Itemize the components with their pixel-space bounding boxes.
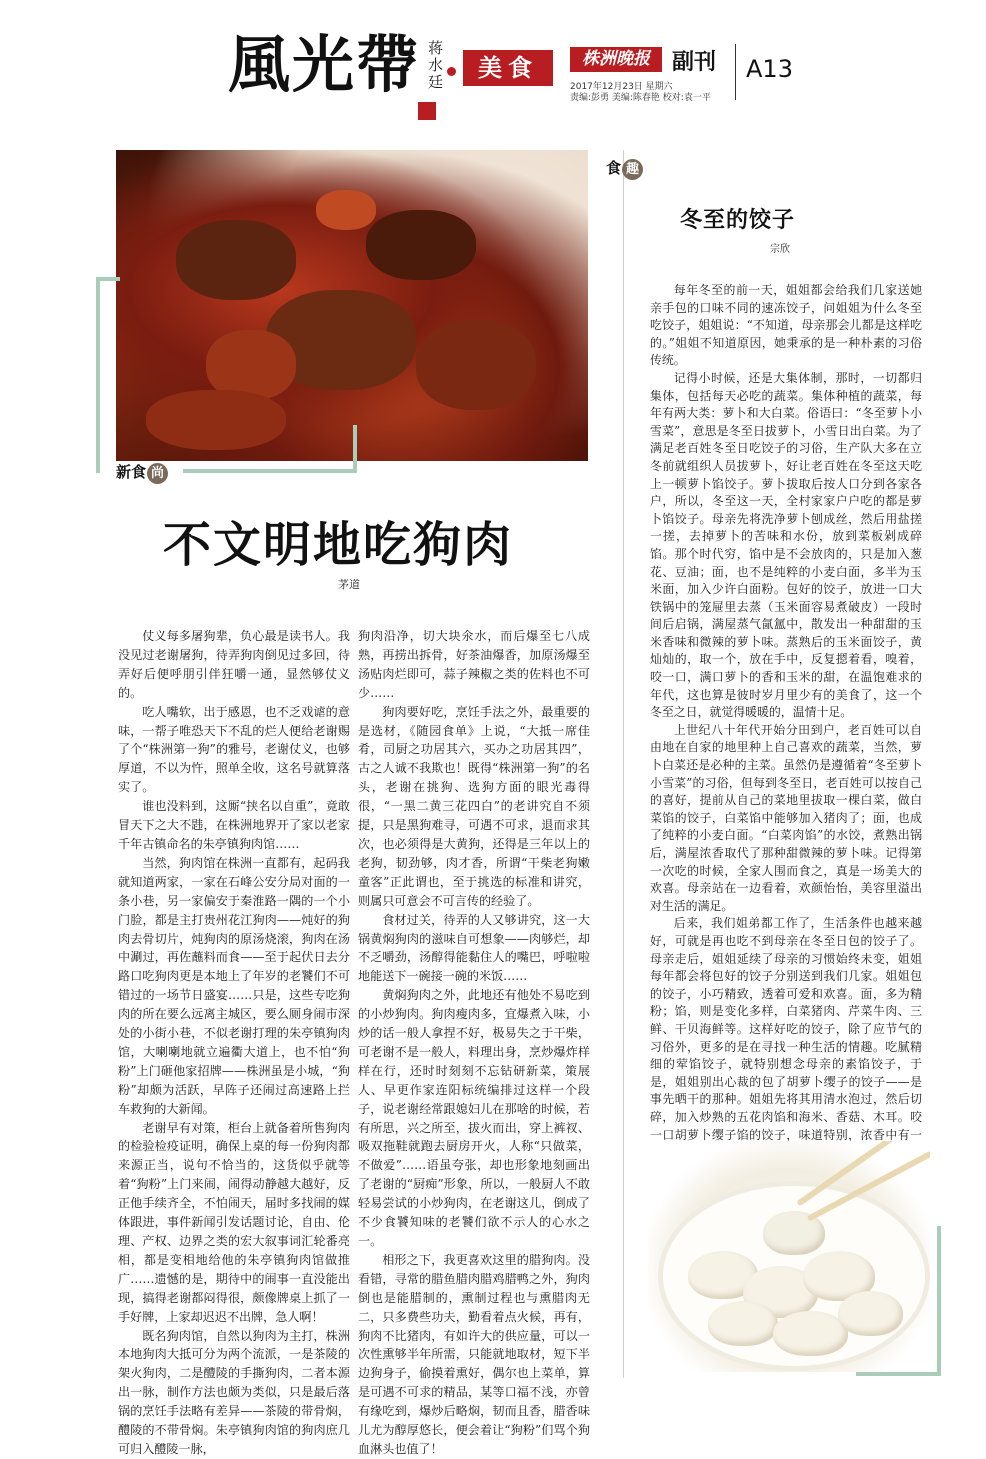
red-dot-icon [447, 67, 456, 76]
column-tag-badge: 趣 [622, 159, 643, 180]
article-column-3 [650, 282, 922, 1250]
column-tag-text: 食 [606, 159, 622, 177]
article-byline: 宗欣 [770, 244, 790, 255]
editor-credits: 责编:彭勇 美编:陈春艳 校对:袁一平 [570, 93, 711, 103]
article-column-1 [118, 627, 350, 1459]
frame-line [353, 425, 357, 473]
column-tag-shiqu [606, 157, 643, 180]
paragraph: 当然，狗肉馆在株洲一直都有，起码我就知道两家，一家在石峰公安分局对面的一条小巷，另一家偏安于秦淮路一隅的一个小门脸，都是主打贵州花江狗肉——炖好的狗肉去骨切片，炖狗肉的原汤烧滚，狗肉在汤中涮过，再佐蘸料而食——至于起伏日去分路口吃狗肉更是本地上了年岁的老饕们不可错过的一场节日盛宴……只是，这些专吃狗肉的所在要么远离主城区，要么厕身闹市深处的小街小巷，不似老谢打理的朱亭镇狗肉馆，大喇喇地就立遍衢大道上，也不怕“狗粉”上门砸他家招牌——株洲虽是小城，“狗粉”却颇为活跃，早阵子还闹过高速路上拦车救狗的大新闻。 [118, 855, 350, 1116]
section-label: 美食 [463, 50, 553, 86]
masthead-signature: 蒋水廷 [426, 40, 444, 91]
column-tag-badge: 尚 [147, 463, 168, 484]
paragraph: 黄焖狗肉之外，此地还有他处不易吃到的小炒狗肉。狗肉瘦肉多，宜爆煮入味，小炒的话一般人拿捏不好，极易失之于干柴，可老谢不是一般人，料理出身，烹炒爆炸样样在行，还时时刻刻不忘钻研新菜，策展人、早更作家连阳标统编排过这样一个段子，说老谢经常跟媳妇儿在那啥的时候，若有所思，兴之所至，拔火而出，穿上裤衩、吸双拖鞋就跑去厨房开火，人称“只做菜，不做爱”……语虽夸张，却也形象地刻画出了老谢的“厨痴”形象，所以，一般厨人不敢轻易尝试的小炒狗肉，在老谢这儿，倒成了不少食饕知味的老饕们欲不示人的心水之一。 [358, 988, 590, 1248]
paragraph: 相形之下，我更喜欢这里的腊狗肉。没看错，寻常的腊鱼腊肉腊鸡腊鸭之外，狗肉倒也是能腊制的，熏制过程也与熏腊肉无二，只多费些功夫，勤看着点火候，再有，狗肉不比猪肉，有如许大的供应量，可以一次性熏够半年所需，只能就地取材，短下半边狗身子，偷摸着熏好，偶尔也上菜单，算是可遇不可求的精品，某等口福不浅，亦曾有缘吃到，爆炒后略焖，韧而且香，腊香味儿尤为醇厚悠长，便会着让“狗粉”们骂个狗血淋头也值了！ [358, 1252, 590, 1456]
page-number: A13 [746, 55, 793, 83]
paragraph: 狗肉要好吃，烹饪手法之外，最重要的是选材，《随园食单》上说，“大抵一席佳肴，司厨之功居其六，买办之功居其四”，古之人诚不我欺也！既得“株洲第一狗”的名头，老谢在挑狗、选狗方面的眼光毒得很，“一黑二黄三花四白”的老讲究自不须提，只是黑狗难寻，可遇不可求，退而求其次，也必须得是大黄狗，还得是三年以上的老狗，韧劲够，肉才香，所谓“干柴老狗嫩童客”正此谓也，至于挑选的标准和讲究，则属只可意会不可言传的经验了。 [358, 704, 590, 908]
masthead-divider [735, 44, 736, 100]
paragraph: 食材过关，待弄的人又够讲究，这一大锅黄焖狗肉的滋味自可想象——肉够烂，却不乏嚼劲，汤醇得能黏住人的嘴巴，呼啦啦地能送下一碗接一碗的米饭…… [358, 912, 590, 984]
seal-stamp [418, 102, 436, 120]
paragraph: 每年冬至的前一天，姐姐都会给我们几家送她亲手包的口味不同的速冻饺子，问姐姐为什么冬至吃饺子，姐姐说：“不知道，母亲那会儿都是这样吃的。”姐姐不知道原因，她秉承的是一种朴素的习俗传统。 [650, 283, 922, 368]
paragraph: 仗义每多屠狗辈，负心最是读书人。我没见过老谢屠狗，待弄狗肉倒见过多回，待弄好后便呼朋引伴狂嚼一通，显然够仗义的。 [118, 629, 350, 700]
frame-line [937, 1226, 941, 1376]
paragraph: 后来，我们姐弟都工作了，生活条件也越来越好，可就是再也吃不到母亲在冬至日包的饺子了。母亲走后，姐姐延续了母亲的习惯始终未变，姐姐每年都会将包好的饺子分别送到我们几家。姐姐包的饺子，小巧精致，透着可爱和欢喜。面，多为精粉；馅，则是变化多样，白菜猪肉、芹菜牛肉、三鲜、干贝海鲜等。这样好吃的饺子，除了应节气的习俗外，更多的是在寻找一种生活的情趣。吃腻精细的荤馅饺子，就特别想念母亲的素馅饺子，于是，姐姐别出心裁的包了胡萝卜缨子的饺子——是事先晒干的那种。姐姐先将其用清水泡过，然后切碎，加入炒熟的五花肉馅和海米、香菇、木耳。咬一口胡萝卜缨子馅的饺子，味道特别，浓香中有一 [650, 916, 922, 1142]
column-tag-xinshishang [116, 461, 168, 484]
issue-date: 2017年12月23日 星期六 [570, 82, 673, 92]
paragraph: 既名狗肉馆，自然以狗肉为主打，株洲本地狗肉大抵可分为两个流派，一是茶陵的架火狗肉，二是醴陵的手撕狗肉，二者本源出一脉，制作方法也颇为类似，只是最后落锅的烹饪手法略有差异——茶陵的带骨焖，醴陵的不带骨焖。朱亭镇狗肉馆的狗肉庶几可归入醴陵一脉， [118, 1328, 350, 1456]
dumpling-photo [648, 1141, 930, 1372]
article-headline: 不文明地吃狗肉 [163, 517, 514, 573]
frame-line [96, 277, 100, 473]
dog-meat-photo [116, 150, 588, 461]
paragraph: 谁也没料到，这厮“挟名以自重”，竟敢冒天下之大不韪，在株洲地界开了家以老家千年古镇命名的朱亭镇狗肉馆…… [118, 799, 350, 851]
column-divider [623, 150, 624, 1378]
article-byline: 茅道 [338, 578, 360, 591]
article-headline: 冬至的饺子 [680, 207, 796, 233]
frame-line [856, 1372, 941, 1376]
frame-line [96, 277, 120, 281]
paragraph: 吃人嘴软，出于感恩，也不乏戏谑的意味，一帮子唯恐天下不乱的烂人便给老谢赐了个“株洲第一狗”的雅号，老谢仗义，也够厚道，不以为忤，照单全收，这名号就算落实了。 [118, 704, 350, 795]
article-column-2 [358, 627, 590, 1459]
frame-line [183, 469, 357, 473]
column-tag-text: 新食 [116, 463, 147, 481]
supplement-label: 副刊 [672, 50, 717, 75]
paragraph: 老谢早有对策，柜台上就备着所售狗肉的检验检疫证明，确保上桌的每一份狗肉都来源正当，说句不恰当的，这货似乎就等着“狗粉”上门来闹，闹得动静越大越好，反正他手续齐全，不怕闹天，届时多找闹的媒体跟进，事件新闻引发话题讨论，自由、伦理、产权、边界之类的宏大叙事词汇轮番亮相，都是变相地给他的朱亭镇狗肉馆做推广……遗憾的是，期待中的闹事一直没能出现，搞得老谢都闷得很，颇像牌桌上抓了一手好牌，上家却迟迟不出牌，急人啊！ [118, 1120, 350, 1324]
paragraph: 上世纪八十年代开始分田到户，老百姓可以自由地在自家的地里种上自己喜欢的蔬菜，当然，萝卜白菜还是必种的主菜。虽然仍是遵循着“冬至萝卜小雪菜”的习俗，但每到冬至日，老百姓可以按自己的喜好，提前从自己的菜地里拔取一棵白菜，做白菜馅的饺子，白菜馅中能够加入猪肉了；面，也成了纯粹的小麦白面。“白菜肉馅”的水饺，煮熟出锅后，满屋浓香取代了那种甜微辣的萝卜味。记得第一次吃的时候，全家人围而食之，真是一场美大的欢喜。母亲站在一边看着，欢颜怡怡，美容里溢出对生活的满足。 [650, 722, 922, 913]
newspaper-name: 株洲晚报 [570, 47, 662, 72]
paragraph: 记得小时候，还是大集体制，那时，一切都归集体，包括每天必吃的蔬菜。集体种植的蔬菜，每年有两大类：萝卜和大白菜。俗语曰：“冬至萝卜小雪菜”，意思是冬至日拔萝卜，小雪日出白菜。为了满足老百姓冬至日吃饺子的习俗，生产队大多在立冬前就组织人员拔萝卜，好让老百姓在冬至这天吃上一顿萝卜馅饺子。萝卜拔取后按人口分到各家各户，所以，冬至这一天，全村家家户户吃的都是萝卜馅饺子。母亲先将洗净萝卜刨成丝，然后用盐搓一搓，去掉萝卜的苦味和水份，放到菜板剁成碎馅。那个时代穷，馅中是不会放肉的，只是加入葱花、豆油；面，也不是纯粹的小麦白面，多半为玉米面，加入少许白面粉。包好的饺子，放进一口大铁锅中的笼屉里去蒸（玉米面容易煮破皮）一段时间后启锅，满屋蒸气氤氲中，散发出一种甜甜的玉米香味和微辣的萝卜味。蒸熟后的玉米面饺子，黄灿灿的，取一个，放在手中，反复摁着看，嗅着，咬一口，满口萝卜的香和玉米的甜，在温饱难求的年代，这也算是彼时岁月里少有的美食了，这一个冬至之日，就觉得暖暖的，温情十足。 [650, 370, 922, 720]
masthead-title: 風光帶 [228, 28, 421, 101]
paragraph: 狗肉沿净，切大块氽水，而后爆至七八成熟，再捞出拆骨，好茶油爆香，加原汤爆至汤贴肉烂即可，蒜子辣椒之类的佐料也不可少…… [358, 629, 590, 700]
